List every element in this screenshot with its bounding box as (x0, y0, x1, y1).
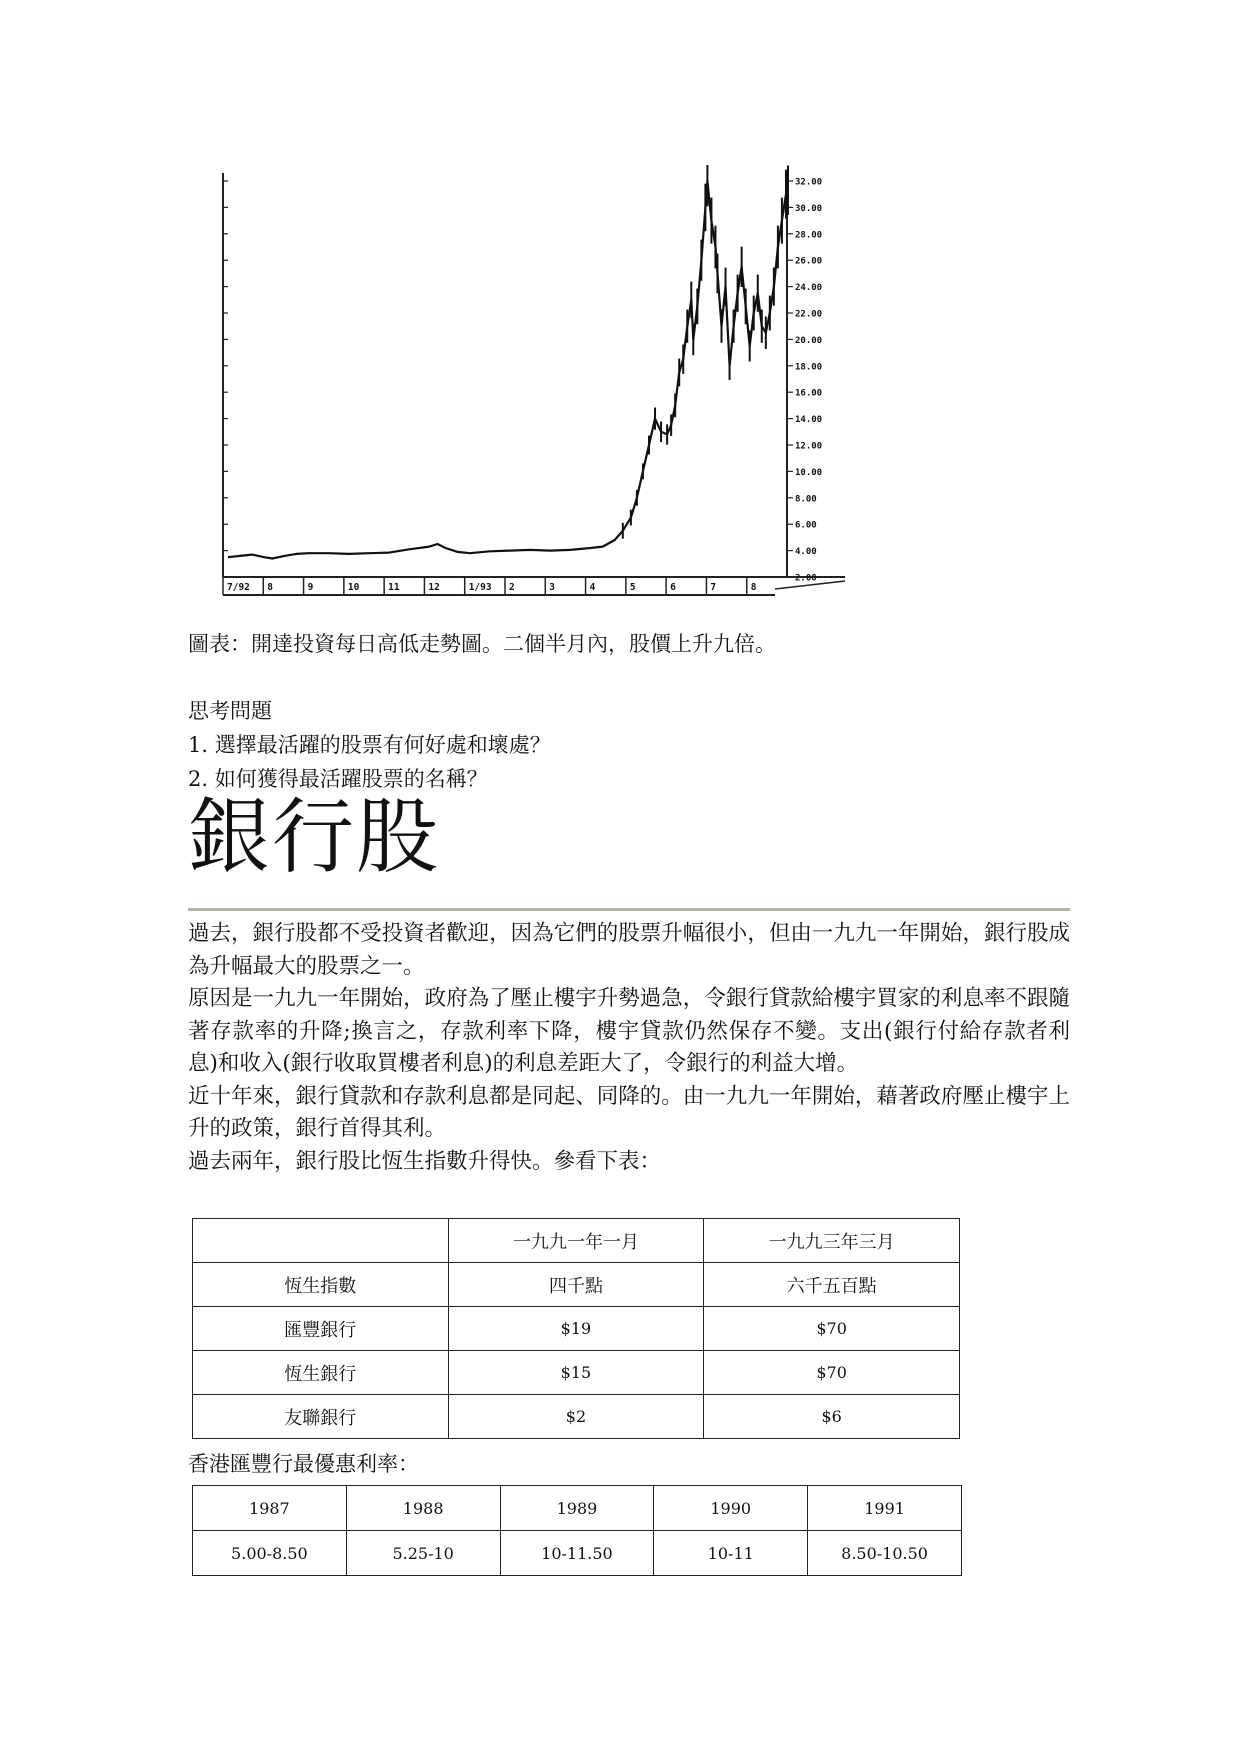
table-cell: 六千五百點 (704, 1263, 960, 1307)
paragraph: 過去兩年，銀行股比恆生指數升得快。參看下表： (188, 1148, 662, 1174)
table-row (193, 1395, 960, 1439)
table-header-cell: 1988 (346, 1486, 500, 1531)
bank-stock-table (192, 1218, 960, 1439)
table-row (193, 1351, 960, 1395)
x-tick-label: 7/92 (227, 582, 250, 593)
price-series-line (228, 181, 788, 559)
table-cell: 5.25-10 (346, 1531, 500, 1576)
x-tick-label: 3 (549, 582, 556, 593)
table-cell: 匯豐銀行 (193, 1307, 449, 1351)
y-tick-label: 32.00 (795, 177, 823, 188)
table-cell: $6 (704, 1395, 960, 1439)
y-tick-label: 30.00 (795, 203, 823, 214)
table-cell: 四千點 (448, 1263, 704, 1307)
table-header-cell: 一九九一年一月 (448, 1219, 704, 1263)
section-title: 銀行股 (188, 790, 441, 885)
y-tick-label: 6.00 (795, 520, 817, 531)
table-cell (193, 1219, 449, 1263)
x-tick-label: 9 (307, 582, 314, 593)
x-tick-label: 1/93 (468, 582, 492, 593)
table-row (193, 1307, 960, 1351)
prime-rate-label: 香港匯豐行最優惠利率： (188, 1452, 419, 1476)
paragraph: 過去，銀行股都不受投資者歡迎，因為它們的股票升幅很小，但由一九九一年開始，銀行股成為升幅最大的股票之一。 (188, 921, 1070, 979)
table-cell: $19 (448, 1307, 704, 1351)
question-item: 2. 如何獲得最活躍股票的名稱？ (188, 767, 488, 791)
table-cell: 友聯銀行 (193, 1395, 449, 1439)
y-tick-label: 4.00 (795, 547, 817, 558)
x-tick-label: 2 (509, 582, 515, 593)
y-tick-label: 26.00 (795, 256, 823, 267)
table-header-row (193, 1219, 960, 1263)
chart-caption: 圖表：開達投資每日高低走勢圖。二個半月內，股價上升九倍。 (188, 632, 776, 656)
table-cell: $70 (704, 1351, 960, 1395)
y-tick-label: 18.00 (795, 362, 823, 373)
x-tick-label: 6 (670, 582, 676, 593)
table-header-cell: 1989 (500, 1486, 654, 1531)
questions-heading: 思考問題 (188, 699, 272, 723)
table-header-row (193, 1486, 962, 1531)
table-cell: $15 (448, 1351, 704, 1395)
table-row (193, 1531, 962, 1576)
table-cell: 5.00-8.50 (193, 1531, 347, 1576)
y-tick-label: 24.00 (795, 283, 823, 294)
x-tick-label: 10 (347, 582, 360, 593)
table-header-cell: 1990 (654, 1486, 808, 1531)
body-text (188, 918, 1070, 1178)
table-cell: 10-11 (654, 1531, 808, 1576)
table-header-cell: 1991 (808, 1486, 962, 1531)
x-tick-label: 5 (629, 582, 636, 593)
table-header-cell: 1987 (193, 1486, 347, 1531)
table-cell: 恆生指數 (193, 1263, 449, 1307)
x-tick-label: 12 (428, 582, 440, 593)
x-tick-label: 8 (267, 582, 274, 593)
x-tick-label: 7 (710, 582, 717, 593)
y-tick-label: 22.00 (795, 309, 823, 320)
x-tick-label: 4 (589, 582, 596, 593)
y-tick-label: 8.00 (795, 494, 817, 505)
y-tick-label: 2.00 (795, 573, 817, 584)
question-item: 1. 選擇最活躍的股票有何好處和壞處？ (188, 733, 551, 757)
section-divider (188, 908, 1070, 911)
paragraph: 原因是一九九一年開始，政府為了壓止樓宇升勢過急，令銀行貸款給樓宇買家的利息率不跟隨著存款率的升降;換言之，存款利率下降，樓宇貸款仍然保存不變。支出(銀行付給存款者利息)和收入(銀行收取買樓者利息)的利息差距大了，令銀行的利益大增。 (188, 986, 1070, 1076)
y-tick-label: 28.00 (795, 230, 823, 241)
stock-price-chart (215, 165, 915, 610)
chart-svg (215, 165, 915, 610)
y-tick-label: 14.00 (795, 415, 823, 426)
table-cell: 8.50-10.50 (808, 1531, 962, 1576)
y-tick-label: 20.00 (795, 335, 823, 346)
table-row (193, 1263, 960, 1307)
table-cell: $70 (704, 1307, 960, 1351)
x-tick-label: 8 (750, 582, 757, 593)
table-cell: $2 (448, 1395, 704, 1439)
table-cell: 恆生銀行 (193, 1351, 449, 1395)
y-tick-label: 10.00 (795, 467, 823, 478)
table-header-cell: 一九九三年三月 (704, 1219, 960, 1263)
y-tick-label: 12.00 (795, 441, 823, 452)
y-tick-label: 16.00 (795, 388, 823, 399)
paragraph: 近十年來，銀行貸款和存款利息都是同起、同降的。由一九九一年開始，藉著政府壓止樓宇上升的政策，銀行首得其利。 (188, 1083, 1070, 1141)
questions-block (188, 694, 551, 796)
x-tick-label: 11 (388, 582, 400, 593)
table-cell: 10-11.50 (500, 1531, 654, 1576)
prime-rate-table (192, 1485, 962, 1576)
